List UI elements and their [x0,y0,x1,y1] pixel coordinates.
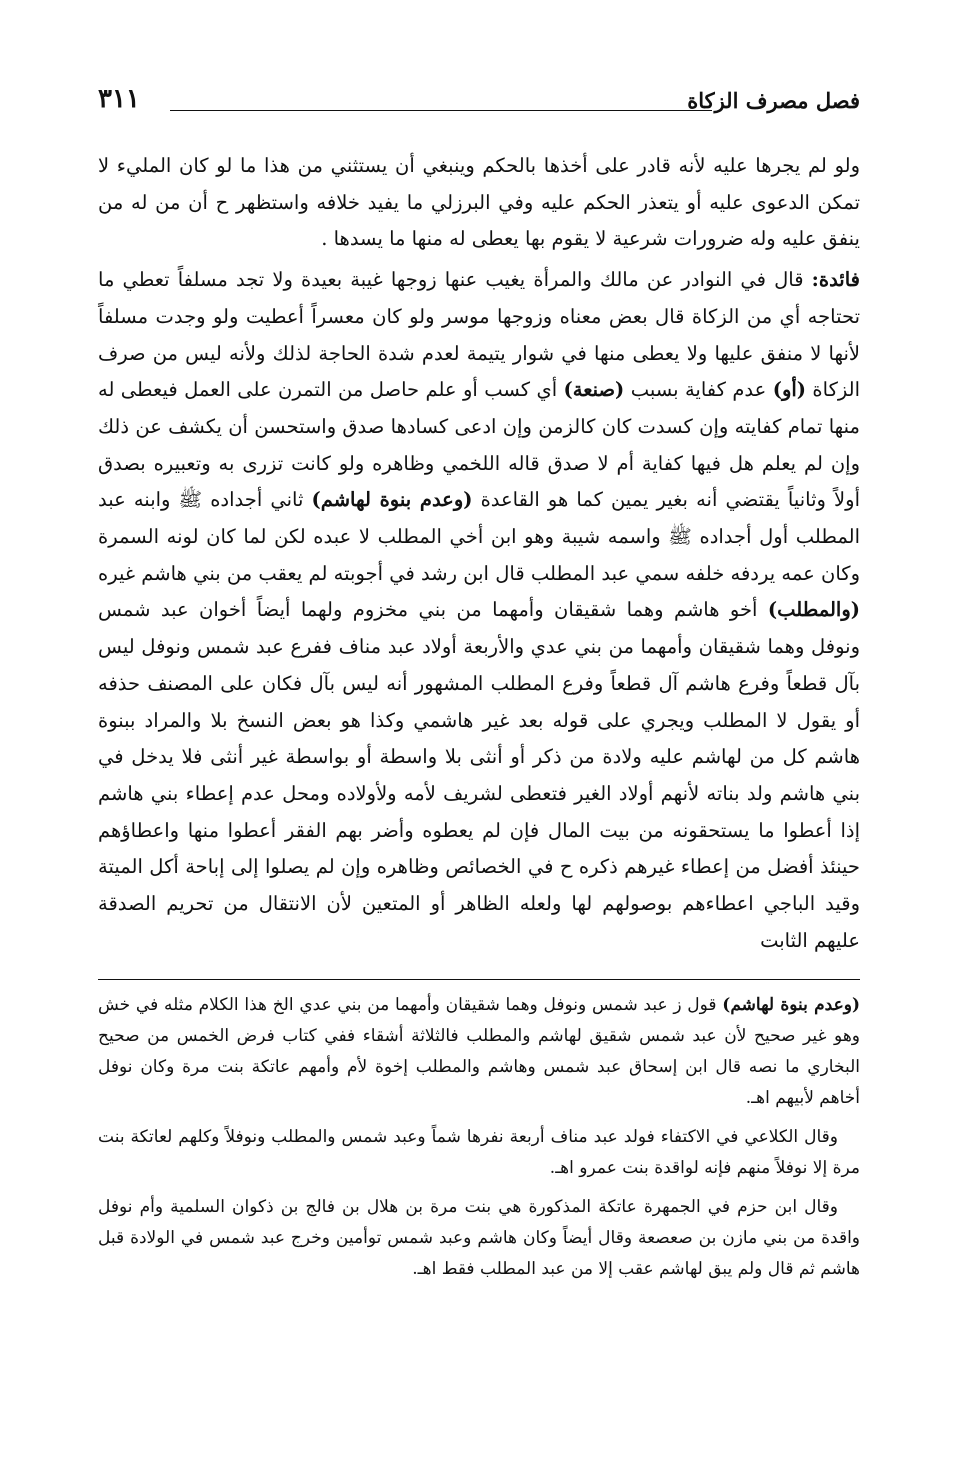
matn-term-hashim: (وعدم بنوة لهاشم) [311,488,473,512]
main-text [98,148,860,959]
footnote-1 [98,990,860,1114]
footnote-text: قول ز عبد شمس ونوفل وهما شقيقان وأمهما من بني عدي الخ هذا الكلام مثله في خش وهو غير صحيح لأن عبد شمس شقيق لهاشم والمطلب فالثلاثة أشقاء ففي كتاب فرض الخمس من صحيح البخاري ما نصه قال ابن إسحاق عبد شمس وهاشم والمطلب إخوة لأم وأمهم عاتكة بنت مرة وكان نوفل أخاهم لأبيهم اهـ. [98,995,860,1109]
page-number: ٣١١ [98,84,140,114]
main-text-segment: ثاني أجداده ﷺ وابنه عبد المطلب أول أجداده ﷺ واسمه شيبة وهو ابن أخي المطلب لا عبده لكن لما كان لونه السمرة وكان عمه يردفه خلفه سمي عبد المطلب قال ابن رشد في أجوبته لم يعقب من بني هاشم غيره [98,488,860,585]
main-paragraph-2 [98,262,860,959]
book-page [98,86,860,1293]
page-header [98,86,860,126]
main-text-segment: أي كسب أو علم حاصل من التمرن على العمل فيعطى له منها تمام كفايته وإن كسدت كان كالزمن وإن ادعى كسادها صدق واستحسن أن يكشف عن ذلك وإن لم يعلم هل فيها كفاية أم لا صدق قاله اللخمي وظاهره ولو كانت تزرى به وتعبيره بصدق أولاً وثانياً يقتضي أنه بغير يمين كما هو القاعدة [98,378,860,512]
matn-term-aw: (أو) [772,378,807,402]
main-paragraph-1: ولو لم يجرها عليه لأنه قادر على أخذها بالحكم وينبغي أن يستثني من هذا ما لو كان المليء لا تمكن الدعوى عليه أو يتعذر الحكم عليه وفي البرزلي ما يفيد خلافه واستظهر ح أن من له من ينفق عليه وله ضرورات شرعية لا يقوم بها يعطى له منها ما يسدها . [98,154,860,251]
fa-ida-heading: فائدة: [811,268,860,292]
matn-term-san-a: (صنعة) [563,378,625,402]
footnotes [98,990,860,1285]
main-text-segment: عدم كفاية بسبب [624,378,773,402]
matn-term-muttalib: (والمطلب) [767,598,860,622]
footnote-divider [98,979,860,980]
header-rule [170,110,712,111]
main-text-segment: أخو هاشم وهما شقيقان وأمهما من بني مخزوم ولهما أيضاً أخوان عبد شمس ونوفل وهما شقيقان وأمهما من بني عدي والأربعة أولاد عبد مناف ففرع عبد شمس ونوفل ليس بآل قطعاً وفرع هاشم آل قطعاً وفرع المطلب المشهور أنه ليس بآل فكان على المصنف حذفه أو يقول لا المطلب ويجري على قوله بعد غير هاشمي وكذا هو بعض النسخ بلا والمراد ببنوة هاشم كل من لهاشم عليه ولادة من ذكر أو أنثى بلا واسطة أو بواسطة غير أنثى فلا يدخل في بني هاشم ولد بناته لأنهم أولاد الغير فتعطى لشريف لأمه ولأولاده ومحل عدم إعطاء بني هاشم إذا أعطوا ما يستحقونه من بيت المال فإن لم يعطوه وأضر بهم الفقر أعطوا منها واعطاؤهم حينئذ أفضل من إعطاء غيرهم ذكره ح في الخصائص وظاهره وإن لم يصلوا إلى إباحة أكل الميتة وقيد الباجي اعطاءهم بوصولهم لها ولعله الظاهر أو المتعين لأن الانتقال من تحريم الصدقة عليهم الثابت [98,598,861,952]
footnote-2: وقال الكلاعي في الاكتفاء فولد عبد مناف أربعة نفرها شماً وعبد شمس والمطلب ونوفلاً وكلهم لعاتكة بنت مرة إلا نوفلاً منهم فإنه لواقدة بنت عمرو اهـ. [98,1127,860,1179]
main-text-segment: قال في النوادر عن مالك والمرأة يغيب عنها زوجها غيبة بعيدة ولا تجد مسلفاً تعطي ما تحتاجه أي من الزكاة قال بعض معناه وزوجها موسر ولو كان معسراً أعطيت ولو وجدت مسلفاً لأنها لا منفق عليها ولا يعطى منها في شوار يتيمة لعدم شدة الحاجة لذلك ولأنه ليس من صرف الزكاة [98,268,860,402]
footnote-term: (وعدم بنوة لهاشم) [722,995,860,1016]
chapter-title: فصل مصرف الزكاة [687,88,860,113]
footnote-3: وقال ابن حزم في الجمهرة عاتكة المذكورة هي بنت مرة بن هلال بن فالج بن ذكوان السلمية وأم نوفل واقدة من بني مازن بن صعصعة وقال أيضاً وكان هاشم وعبد شمس توأمين وخرج عبد شمس في الولادة قبل هاشم ثم قال ولم يبق لهاشم عقب إلا من عبد المطلب فقط اهـ. [98,1197,860,1280]
